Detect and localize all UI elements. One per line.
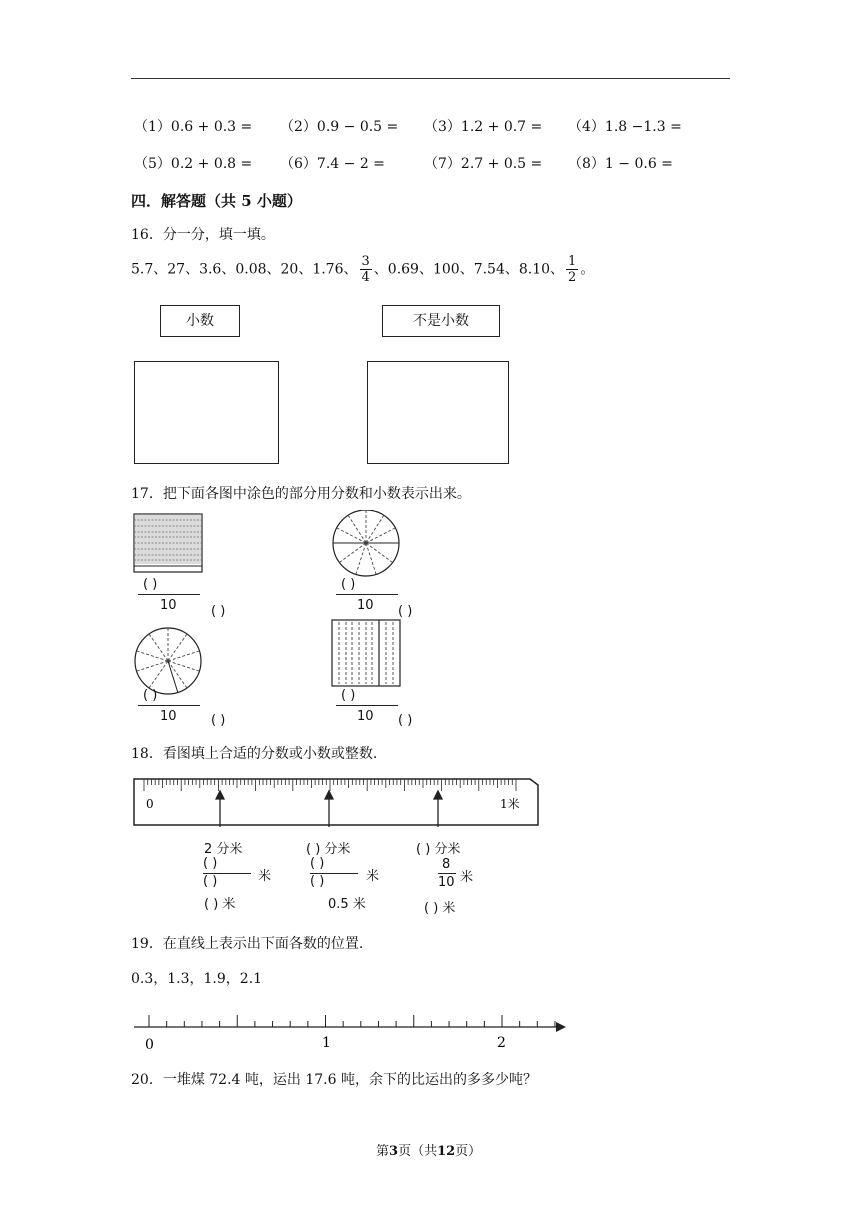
number-line	[130, 1005, 570, 1055]
q17-fig2-decimal-blank[interactable]: ( )	[398, 604, 413, 619]
category-not-decimal-label: 不是小数	[382, 305, 500, 337]
q18-col2-numerator-blank[interactable]: ( )	[310, 856, 325, 871]
q17-fig4-denominator: 10	[357, 709, 374, 724]
q18-col2-meter-unit: 米	[366, 869, 380, 884]
equation-5: （5）0.2 + 0.8 =	[134, 156, 253, 172]
q18-col1-denominator-blank[interactable]: ( )	[203, 874, 218, 889]
q18-col2-denominator-blank[interactable]: ( )	[310, 874, 325, 889]
q18-col2-meter-value: 0.5 米	[328, 897, 366, 912]
q19-numbers: 0.3，1.3，1.9，2.1	[131, 971, 263, 987]
equation-3: （3）1.2 + 0.7 =	[424, 119, 543, 135]
q17-figures	[130, 510, 460, 730]
q17-title: 17．把下面各图中涂色的部分用分数和小数表示出来。	[131, 486, 471, 502]
q17-fig3-decimal-blank[interactable]: ( )	[211, 713, 226, 728]
q18-col3-meter-blank[interactable]: ( ) 米	[424, 901, 456, 916]
number-line-label-2: 2	[497, 1035, 506, 1051]
ruler	[130, 775, 542, 835]
decimal-answer-box[interactable]	[134, 361, 279, 464]
ruler-end-label: 1米	[500, 797, 520, 811]
figure-rows-rect	[134, 514, 202, 572]
q18-col1-meter-blank[interactable]: ( ) 米	[204, 897, 236, 912]
fraction-one-half: $\frac{1}{2}$	[568, 254, 577, 285]
equation-2: （2）0.9 − 0.5 =	[280, 119, 399, 135]
q20-title: 20．一堆煤 72.4 吨，运出 17.6 吨，余下的比运出的多多少吨？	[131, 1072, 537, 1088]
q18-col3-meter-unit: 米	[460, 870, 474, 885]
equation-4: （4）1.8 −1.3 =	[568, 119, 682, 135]
fraction-three-quarters: $\frac{3}{4}$	[361, 254, 370, 285]
q18-col3-numerator: 8	[442, 857, 451, 872]
number-line-label-1: 1	[322, 1035, 331, 1051]
q17-fig1-fraction-bar	[138, 594, 200, 595]
q17-fig2-denominator: 10	[357, 598, 374, 613]
q17-fig2-numerator-blank[interactable]: ( )	[341, 577, 356, 592]
ruler-start-label: 0	[146, 797, 154, 811]
q17-fig2-fraction-bar	[336, 594, 398, 595]
section-title: 四．解答题（共 5 小题）	[131, 192, 302, 210]
q17-fig4-numerator-blank[interactable]: ( )	[341, 688, 356, 703]
q18-col3-decimeter-blank[interactable]: ( ) 分米	[416, 842, 461, 857]
header-rule	[131, 78, 730, 79]
figure-circle-half	[333, 510, 399, 576]
number-line-label-0: 0	[145, 1037, 154, 1053]
q18-col3-denominator: 10	[438, 875, 455, 890]
q16-numbers: 5.7、27、3.6、0.08、20、1.76、 $\frac{3}{4}$ 、0.69、100、7.54、8.10、 $\frac{1}{2}$ 。	[131, 254, 595, 285]
q17-fig1-numerator-blank[interactable]: ( )	[143, 577, 158, 592]
page-footer: 第3页（共12页）	[376, 1144, 482, 1159]
q18-col1-decimeter: 2 分米	[204, 842, 243, 857]
q17-fig4-fraction-bar	[336, 705, 398, 706]
q18-col3-fraction-bar	[438, 873, 456, 874]
equation-7: （7）2.7 + 0.5 =	[424, 156, 543, 172]
figure-circle-spokes	[135, 628, 201, 694]
equation-1: （1）0.6 + 0.3 =	[134, 119, 253, 135]
q17-fig3-fraction-bar	[138, 705, 200, 706]
q18-col1-meter-unit: 米	[258, 869, 272, 884]
q16-title: 16．分一分，填一填。	[131, 227, 275, 243]
q18-title: 18．看图填上合适的分数或小数或整数.	[131, 746, 378, 762]
q18-col2-decimeter-blank[interactable]: ( ) 分米	[306, 842, 351, 857]
q19-title: 19．在直线上表示出下面各数的位置.	[131, 936, 364, 952]
q17-fig1-denominator: 10	[160, 598, 177, 613]
category-decimal-label: 小数	[160, 305, 240, 337]
figure-columns-rect	[332, 620, 400, 686]
equation-8: （8）1 − 0.6 =	[568, 156, 673, 172]
q17-fig1-decimal-blank[interactable]: ( )	[211, 604, 226, 619]
q17-fig3-denominator: 10	[160, 709, 177, 724]
q17-fig3-numerator-blank[interactable]: ( )	[143, 688, 158, 703]
q18-col1-numerator-blank[interactable]: ( )	[203, 856, 218, 871]
q17-fig4-decimal-blank[interactable]: ( )	[398, 713, 413, 728]
not-decimal-answer-box[interactable]	[367, 361, 509, 464]
equation-6: （6）7.4 − 2 =	[280, 156, 385, 172]
